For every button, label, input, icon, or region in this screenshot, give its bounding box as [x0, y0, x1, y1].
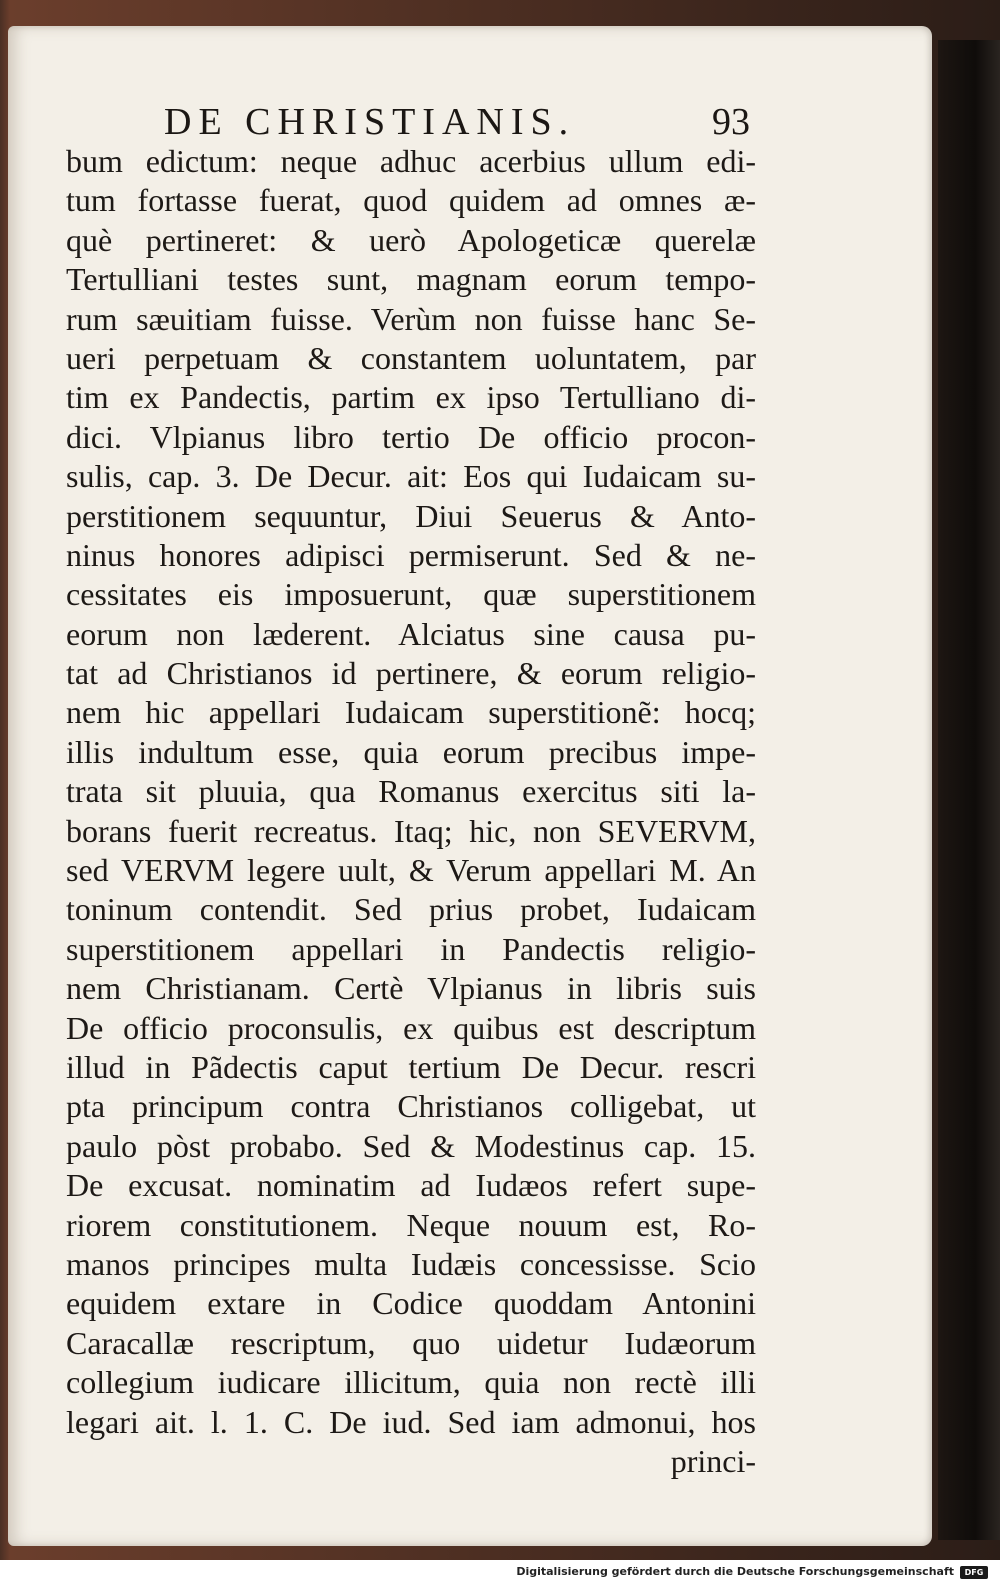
text-line: collegium iudicare illicitum, quia non rectè illi	[66, 1364, 756, 1401]
footer-bar	[0, 1560, 1000, 1586]
text-line: trata sit pluuia, qua Romanus exercitus siti la-	[66, 773, 756, 810]
text-line: sed VERVM legere uult, & Verum appellari M. An	[66, 852, 756, 889]
body-text	[66, 142, 756, 1481]
text-line: pta principum contra Christianos colligebat, ut	[66, 1088, 756, 1125]
text-line: eorum non læderent. Alciatus sine causa pu-	[66, 615, 756, 652]
text-line: manos principes multa Iudæis concessisse. Scio	[66, 1245, 756, 1282]
text-line: perstitionem sequuntur, Diui Seuerus & Anto-	[66, 497, 756, 534]
text-line: riorem constitutionem. Neque nouum est, Ro-	[66, 1206, 756, 1243]
text-line: Caracallæ rescriptum, quo uidetur Iudæorum	[66, 1324, 756, 1361]
text-line: sulis, cap. 3. De Decur. ait: Eos qui Iudaicam su-	[66, 458, 756, 495]
text-line: què pertineret: & uerò Apologeticæ querelæ	[66, 221, 756, 258]
text-line: equidem extare in Codice quoddam Antonini	[66, 1285, 756, 1322]
text-line: illis indultum esse, quia eorum precibus impe-	[66, 733, 756, 770]
text-line: tum fortasse fuerat, quod quidem ad omnes æ-	[66, 182, 756, 219]
catchword: princi-	[670, 1442, 756, 1479]
text-line: bum edictum: neque adhuc acerbius ullum edi-	[66, 143, 756, 179]
text-line: paulo pòst probabo. Sed & Modestinus cap. 15.	[66, 1127, 756, 1164]
text-line: De officio proconsulis, ex quibus est descriptum	[66, 1009, 756, 1046]
book-edge	[938, 40, 1000, 1540]
text-line: cessitates eis imposuerunt, quæ superstitionem	[66, 576, 756, 613]
text-line: ninus honores adipisci permiserunt. Sed & ne-	[66, 536, 756, 573]
running-head-title: DE CHRISTIANIS.	[164, 101, 576, 143]
text-line: legari ait. l. 1. C. De iud. Sed iam admonui, hos	[66, 1403, 756, 1440]
text-line: tat ad Christianos id pertinere, & eorum religio-	[66, 655, 756, 692]
text-line: toninum contendit. Sed prius probet, Iudaicam	[66, 891, 756, 928]
dfg-logo-icon: DFG	[960, 1566, 988, 1579]
text-line: rum sæuitiam fuisse. Verùm non fuisse hanc Se-	[66, 300, 756, 337]
text-line: superstitionem appellari in Pandectis religio-	[66, 930, 756, 967]
text-line: ueri perpetuam & constantem uoluntatem, par	[66, 339, 756, 376]
text-line: De excusat. nominatim ad Iudæos refert supe-	[66, 1167, 756, 1204]
text-line: illud in Pãdectis caput tertium De Decur. rescri	[66, 1048, 756, 1085]
text-line: nem hic appellari Iudaicam superstitionẽ: hocq;	[66, 694, 756, 731]
text-line: tim ex Pandectis, partim ex ipso Tertulliano di-	[66, 379, 756, 416]
text-line: nem Christianam. Certè Vlpianus in libris suis	[66, 970, 756, 1007]
text-line: Tertulliani testes sunt, magnam eorum tempo-	[66, 261, 756, 298]
funding-credit: Digitalisierung gefördert durch die Deutsche Forschungsgemeinschaft	[516, 1565, 954, 1578]
text-line: borans fuerit recreatus. Itaq; hic, non SEVERVM,	[66, 812, 756, 849]
page-number: 93	[712, 101, 750, 143]
text-line: dici. Vlpianus libro tertio De officio procon-	[66, 418, 756, 455]
